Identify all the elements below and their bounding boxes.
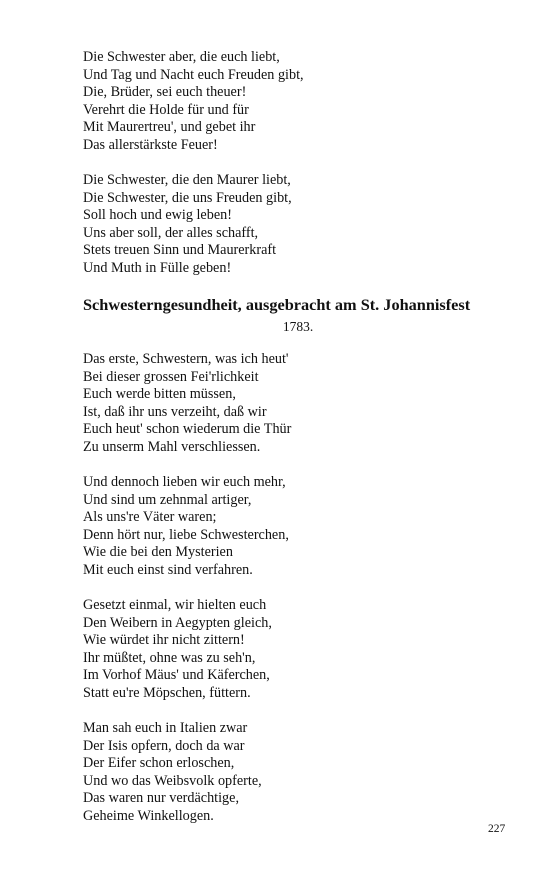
poem-line: Mit euch einst sind verfahren. bbox=[83, 561, 253, 578]
poem-line: Wie würdet ihr nicht zittern! bbox=[83, 632, 245, 648]
poem-line: Die Schwester, die den Maurer liebt, bbox=[83, 172, 291, 188]
poem-stanza-2 bbox=[83, 474, 513, 579]
poem-line: Geheime Winkellogen. bbox=[83, 807, 214, 824]
poem-line: Und Muth in Fülle geben! bbox=[83, 259, 232, 276]
poem-line: Die, Brüder, sei euch theuer! bbox=[83, 84, 247, 100]
poem-line: Zu unserm Mahl verschliessen. bbox=[83, 438, 261, 455]
stanza-before-2 bbox=[83, 172, 513, 277]
poem-line: Der Isis opfern, doch da war bbox=[83, 737, 245, 754]
page-number: 227 bbox=[488, 823, 506, 835]
poem-line: Man sah euch in Italien zwar bbox=[83, 720, 248, 736]
poem-line: Das erste, Schwestern, was ich heut' bbox=[83, 351, 289, 367]
poem-line: Und Tag und Nacht euch Freuden gibt, bbox=[83, 66, 304, 83]
poem-line: Das allerstärkste Feuer! bbox=[83, 136, 218, 153]
poem-line: Im Vorhof Mäus' und Käferchen, bbox=[83, 667, 270, 683]
poem-stanza-3 bbox=[83, 597, 513, 702]
poem-line: Uns aber soll, der alles schafft, bbox=[83, 224, 259, 241]
poem-line: Und sind um zehnmal artiger, bbox=[83, 491, 252, 508]
poem-line: Gesetzt einmal, wir hielten euch bbox=[83, 597, 267, 613]
poem-year: 1783. bbox=[282, 319, 314, 334]
poem-line: Der Eifer schon erloschen, bbox=[83, 755, 235, 771]
poem-line: Bei dieser grossen Fei'rlichkeit bbox=[83, 368, 259, 385]
poem-line: Ihr müßtet, ohne was zu seh'n, bbox=[83, 649, 256, 666]
poem-line: Euch werde bitten müssen, bbox=[83, 386, 236, 402]
stanza-before-1 bbox=[83, 49, 513, 154]
poem-line: Ist, daß ihr uns verzeiht, daß wir bbox=[83, 403, 267, 420]
page-body bbox=[83, 49, 513, 843]
poem-line: Denn hört nur, liebe Schwesterchen, bbox=[83, 526, 289, 543]
poem-line: Soll hoch und ewig leben! bbox=[83, 207, 232, 223]
poem-line: Und wo das Weibsvolk opferte, bbox=[83, 772, 262, 789]
poem-line: Verehrt die Holde für und für bbox=[83, 101, 249, 118]
poem-stanza-1 bbox=[83, 351, 513, 456]
poem-line: Wie die bei den Mysterien bbox=[83, 544, 233, 560]
poem-stanza-4 bbox=[83, 720, 513, 825]
poem-line: Mit Maurertreu', und gebet ihr bbox=[83, 119, 256, 135]
poem-line: Statt eu're Möpschen, füttern. bbox=[83, 684, 251, 701]
poem-line: Die Schwester, die uns Freuden gibt, bbox=[83, 189, 292, 206]
poem-title: Schwesterngesundheit, ausgebracht am St. Johannisfest bbox=[83, 295, 471, 314]
poem-line: Das waren nur verdächtige, bbox=[83, 790, 239, 806]
poem-line: Die Schwester aber, die euch liebt, bbox=[83, 49, 280, 65]
poem-line: Den Weibern in Aegypten gleich, bbox=[83, 614, 272, 631]
poem-line: Euch heut' schon wiederum die Thür bbox=[83, 421, 292, 437]
poem-line: Und dennoch lieben wir euch mehr, bbox=[83, 474, 286, 490]
poem-line: Stets treuen Sinn und Maurerkraft bbox=[83, 242, 277, 258]
poem-line: Als uns're Väter waren; bbox=[83, 509, 217, 525]
